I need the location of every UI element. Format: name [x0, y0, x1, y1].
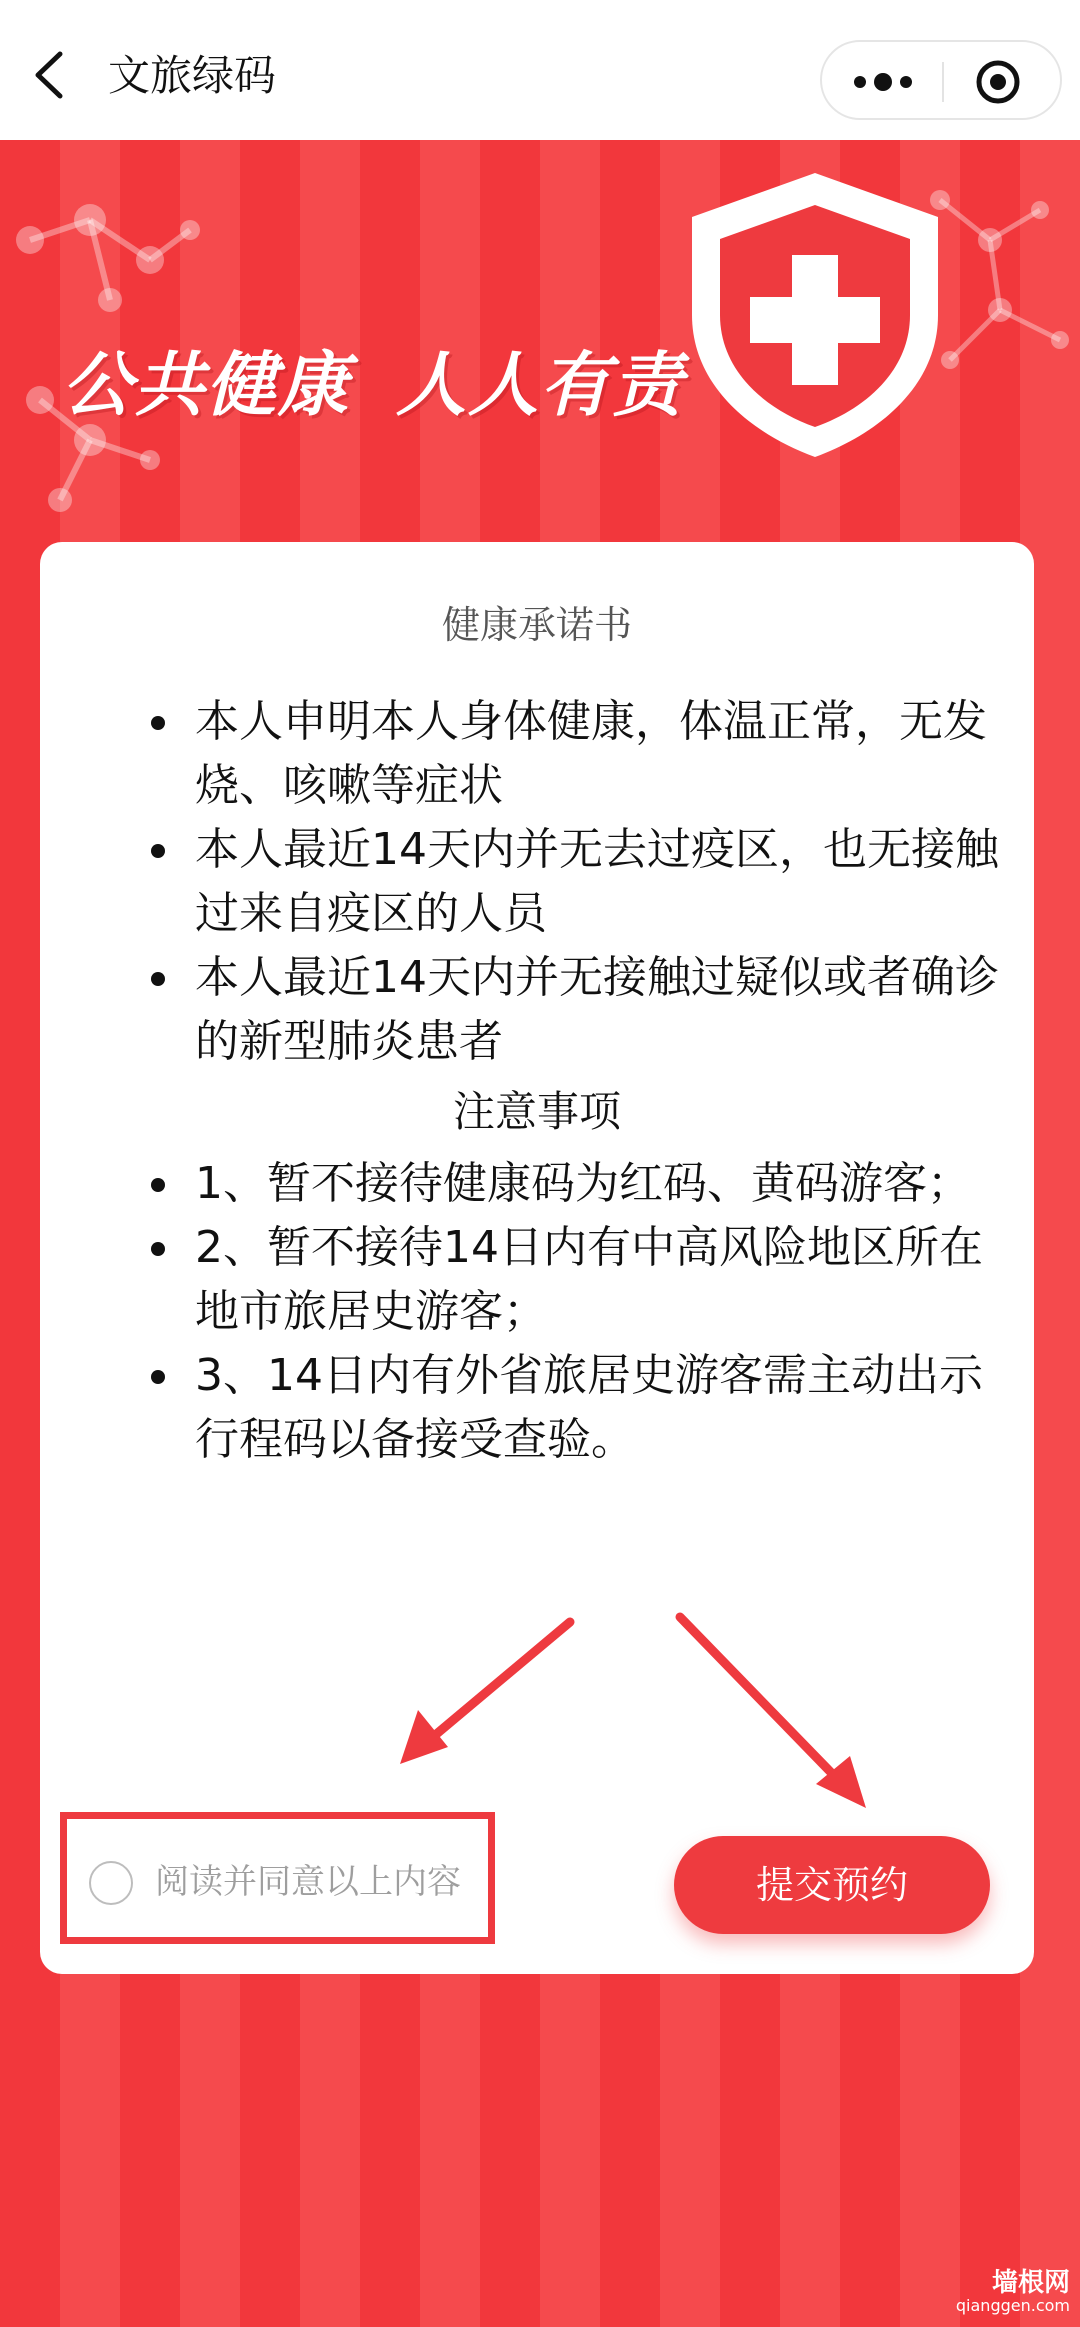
agree-checkbox-area[interactable]	[60, 1812, 495, 1944]
slogan-part-2: 人人有责	[396, 344, 684, 426]
target-circle-icon[interactable]	[974, 58, 1022, 106]
pledge-list	[195, 690, 1015, 1074]
list-item: 本人最近14天内并无接触过疑似或者确诊的新型肺炎患者	[195, 946, 1015, 1074]
notice-list	[195, 1152, 1015, 1472]
slogan-part-1: 公共健康	[62, 344, 350, 426]
agree-checkbox[interactable]	[89, 1861, 133, 1905]
agree-label[interactable]: 阅读并同意以上内容	[155, 1862, 461, 1902]
capsule-divider	[942, 62, 944, 102]
health-pledge-card	[40, 542, 1034, 1974]
more-dots-icon[interactable]	[850, 66, 916, 98]
navigation-bar	[0, 0, 1080, 140]
page-title: 文旅绿码	[108, 51, 277, 100]
watermark-url: qianggen.com	[955, 2296, 1070, 2315]
chevron-left-icon[interactable]	[30, 50, 70, 100]
watermark-logo	[920, 2262, 1070, 2322]
submit-reservation-button[interactable]: 提交预约	[674, 1836, 990, 1934]
list-item: 1、暂不接待健康码为红码、黄码游客；	[195, 1152, 1015, 1216]
list-item: 本人最近14天内并无去过疫区，也无接触过来自疫区的人员	[195, 818, 1015, 946]
watermark-title: 墙根网	[991, 2268, 1070, 2298]
slogan-banner	[62, 340, 684, 430]
list-item: 3、14日内有外省旅居史游客需主动出示行程码以备接受查验。	[195, 1344, 1015, 1472]
mini-program-capsule	[820, 40, 1062, 120]
shield-plus-icon	[680, 165, 950, 465]
card-title: 健康承诺书	[441, 603, 632, 647]
list-item: 2、暂不接待14日内有中高风险地区所在地市旅居史游客；	[195, 1216, 1015, 1344]
notice-title: 注意事项	[452, 1087, 621, 1136]
list-item: 本人申明本人身体健康，体温正常，无发烧、咳嗽等症状	[195, 690, 1015, 818]
